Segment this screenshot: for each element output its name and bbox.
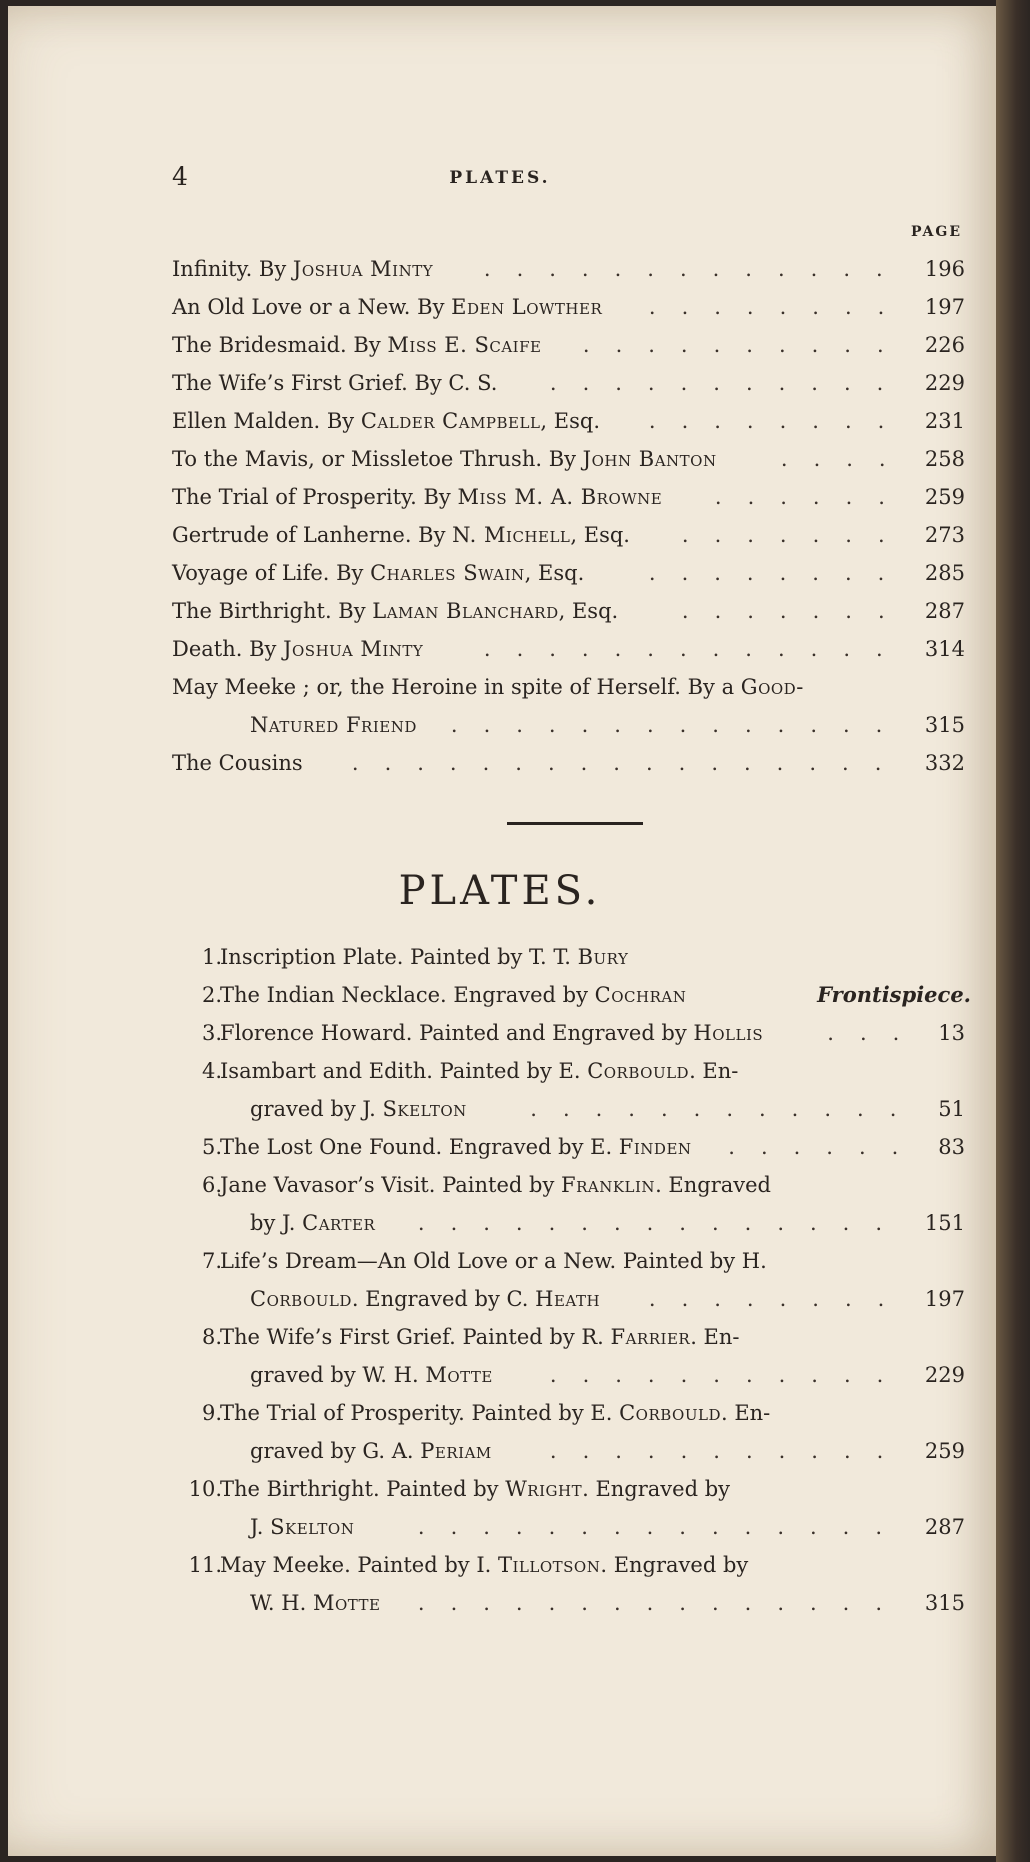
entry-page: 231 <box>924 409 965 433</box>
entry-page: 229 <box>924 371 965 395</box>
entry-author: Miss M. A. Browne <box>457 485 663 509</box>
section-divider <box>507 822 643 825</box>
entry-author: Miss E. Scaife <box>387 333 542 357</box>
plate-number: 10. <box>188 1477 222 1501</box>
plate-caption: Jane Vavasor’s Visit. Painted by <box>220 1173 562 1197</box>
plate-caption-tail: . Engraved by C. <box>351 1287 536 1311</box>
plate-row <box>172 1090 965 1128</box>
leader-dots: .... <box>780 447 912 471</box>
plate-row <box>172 938 965 976</box>
contents-entry <box>172 288 602 326</box>
running-title: PLATES. <box>449 168 551 188</box>
plate-row <box>172 1470 965 1508</box>
leader-dots: ........... <box>549 1439 910 1463</box>
page-column-label: PAGE <box>911 224 962 240</box>
plate-text <box>250 1508 354 1546</box>
leader-dots: ............ <box>530 1097 923 1121</box>
plate-caption-tail: . Engraved <box>655 1173 772 1197</box>
plate-text <box>220 1546 748 1584</box>
plate-page: 229 <box>924 1363 965 1387</box>
contents-entry <box>172 478 662 516</box>
leader-dots: ............... <box>417 1591 909 1615</box>
book-spine-shadow <box>996 0 1030 1862</box>
plate-text <box>220 1470 730 1508</box>
plate-page: 197 <box>924 1287 965 1311</box>
contents-row <box>172 516 965 554</box>
plate-page: 259 <box>924 1439 965 1463</box>
contents-row <box>172 402 965 440</box>
plate-number: 2. <box>201 983 222 1007</box>
plate-artist: Carter <box>302 1211 376 1235</box>
plate-text <box>220 1394 770 1432</box>
entry-suffix: , Esq. <box>570 523 630 547</box>
plate-artist: Periam <box>420 1439 492 1463</box>
plate-row <box>172 1584 965 1622</box>
entry-page: 197 <box>924 295 965 319</box>
plate-text <box>220 1014 763 1052</box>
plate-caption: W. H. <box>250 1591 313 1615</box>
contents-row <box>172 744 965 782</box>
entry-title: Ellen Malden. By <box>172 409 361 433</box>
plate-caption: graved by G. A. <box>250 1439 421 1463</box>
plate-caption: Florence Howard. Painted and Engraved by <box>220 1021 694 1045</box>
contents-entry <box>172 402 600 440</box>
entry-author: Calder Campbell <box>360 409 541 433</box>
contents-row <box>172 630 965 668</box>
entry-suffix: , Esq. <box>524 561 585 585</box>
plate-caption-tail: . En- <box>690 1325 740 1349</box>
leader-dots: ............... <box>417 1515 909 1539</box>
entry-title: The Trial of Prosperity. By <box>172 485 458 509</box>
plate-text <box>250 1432 492 1470</box>
plate-caption-tail: . En- <box>689 1059 739 1083</box>
contents-entry <box>172 744 303 782</box>
plate-artist: Finden <box>618 1135 692 1159</box>
leader-dots: ........ <box>648 295 911 319</box>
entry-page: 258 <box>924 447 965 471</box>
plate-row <box>172 1356 965 1394</box>
contents-row <box>172 440 965 478</box>
plate-caption: The Lost One Found. Engraved by E. <box>220 1135 619 1159</box>
entry-page: 314 <box>924 637 965 661</box>
contents-entry <box>172 554 584 592</box>
leader-dots: ....... <box>681 523 911 547</box>
plate-text <box>220 938 628 976</box>
entry-page: 259 <box>924 485 965 509</box>
plate-row <box>172 1166 965 1204</box>
leader-dots: ............... <box>417 1211 909 1235</box>
plate-caption: Life’s Dream—An Old Love or a New. Painted by H. <box>220 1249 767 1273</box>
plate-artist: Tillotson <box>497 1553 601 1577</box>
plate-caption: graved by J. <box>250 1097 383 1121</box>
plate-text <box>220 1242 767 1280</box>
plate-row <box>172 1242 965 1280</box>
plate-text <box>250 1204 375 1242</box>
plate-text <box>220 976 686 1014</box>
plates-heading: PLATES. <box>398 868 602 914</box>
leader-dots: ........ <box>648 409 911 433</box>
plate-artist: Corbould <box>587 1059 690 1083</box>
plate-row <box>172 1508 965 1546</box>
plate-artist: Motte <box>312 1591 381 1615</box>
entry-page: 285 <box>924 561 965 585</box>
plate-text <box>220 1318 740 1356</box>
plate-caption: The Wife’s First Grief. Painted by R. <box>220 1325 611 1349</box>
plate-row <box>172 1014 965 1052</box>
entry-suffix: , Esq. <box>540 409 600 433</box>
leader-dots: ....... <box>681 599 911 623</box>
plate-artist: Bury <box>577 945 629 969</box>
plate-page: 151 <box>924 1211 965 1235</box>
plate-engraver: Heath <box>535 1287 601 1311</box>
contents-entry <box>172 592 618 630</box>
entry-author: John Banton <box>582 447 717 471</box>
plate-artist: Corbould <box>619 1401 721 1425</box>
entry-title: Infinity. By <box>172 257 293 281</box>
plate-number: 11. <box>188 1553 222 1577</box>
plate-text <box>250 1280 600 1318</box>
entry-suffix: , Esq. <box>558 599 619 623</box>
plate-row <box>172 976 971 1014</box>
leader-dots: ...... <box>714 485 911 509</box>
contents-entry <box>172 250 433 288</box>
plate-page: Frontispiece. <box>817 982 971 1007</box>
leader-dots: ........ <box>648 561 911 585</box>
entry-title: An Old Love or a New. By <box>172 295 452 319</box>
contents-row <box>172 592 965 630</box>
plate-row <box>172 1546 965 1584</box>
leader-dots: ........... <box>549 371 910 395</box>
plate-artist: Hollis <box>693 1021 764 1045</box>
plate-number: 9. <box>201 1401 222 1425</box>
running-head <box>0 162 1030 198</box>
plates-list <box>172 938 971 1622</box>
entry-page: 332 <box>924 751 965 775</box>
entry-page: 315 <box>924 713 965 737</box>
entry-title: Death. By <box>172 637 284 661</box>
leader-dots: ................. <box>351 751 908 775</box>
plate-page: 315 <box>924 1591 965 1615</box>
plate-row <box>172 1128 965 1166</box>
plate-caption-tail: . Engraved by <box>600 1553 749 1577</box>
plate-number: 8. <box>201 1325 222 1349</box>
entry-title: To the Mavis, or Missletoe Thrush. By <box>172 447 583 471</box>
entry-title: The Bridesmaid. By <box>172 333 388 357</box>
plate-page: 13 <box>938 1021 965 1045</box>
plate-artist: Skelton <box>270 1515 355 1539</box>
leader-dots: ............. <box>483 257 909 281</box>
contents-row <box>172 250 965 288</box>
plate-caption: graved by W. H. <box>250 1363 426 1387</box>
entry-author: N. Michell <box>452 523 571 547</box>
entry-title: The Birthright. By <box>172 599 373 623</box>
contents-row <box>172 288 965 326</box>
leader-dots: ........ <box>648 1287 911 1311</box>
plate-artist: Cochran <box>594 983 687 1007</box>
entry-title: Gertrude of Lanherne. By <box>172 523 453 547</box>
plate-caption-tail: . Engraved by <box>582 1477 731 1501</box>
contents-entry <box>172 326 541 364</box>
entry-title: The Wife’s First Grief. By C. S. <box>172 371 498 395</box>
plate-page: 287 <box>924 1515 965 1539</box>
contents-entry <box>172 630 423 668</box>
entry-author: Charles Swain <box>370 561 525 585</box>
entry-title: Voyage of Life. By <box>172 561 371 585</box>
plate-row <box>172 1318 965 1356</box>
plate-row <box>172 1204 965 1242</box>
plate-artist: Corbould <box>250 1287 352 1311</box>
contents-entry <box>172 668 804 706</box>
entry-author: Laman Blanchard <box>372 599 559 623</box>
contents-list <box>172 250 965 782</box>
plate-number: 4. <box>201 1059 222 1083</box>
plate-number: 1. <box>201 945 222 969</box>
plate-text <box>220 1128 692 1166</box>
plate-number: 7. <box>201 1249 222 1273</box>
plate-text <box>220 1052 738 1090</box>
leader-dots: ... <box>827 1021 926 1045</box>
contents-entry <box>172 516 630 554</box>
entry-page: 226 <box>924 333 965 357</box>
contents-entry <box>172 364 497 402</box>
plate-row <box>172 1394 965 1432</box>
plate-text <box>220 1166 771 1204</box>
plate-text <box>250 1090 467 1128</box>
plate-row <box>172 1052 965 1090</box>
leader-dots: ............. <box>483 637 909 661</box>
contents-row <box>172 668 965 706</box>
plate-caption: J. <box>250 1515 271 1539</box>
contents-entry <box>172 440 717 478</box>
plate-number: 6. <box>201 1173 222 1197</box>
contents-row <box>172 326 965 364</box>
entry-author: Joshua Minty <box>283 637 424 661</box>
plate-row <box>172 1432 965 1470</box>
plate-caption: Isambart and Edith. Painted by E. <box>220 1059 588 1083</box>
contents-row <box>172 364 965 402</box>
contents-row <box>172 554 965 592</box>
plate-page: 51 <box>938 1097 965 1121</box>
plate-number: 3. <box>201 1021 222 1045</box>
plate-number: 5. <box>201 1135 222 1159</box>
entry-title: May Meeke ; or, the Heroine in spite of Herself. By a <box>172 675 741 699</box>
contents-row <box>172 706 965 744</box>
plate-caption: The Trial of Prosperity. Painted by E. <box>220 1401 620 1425</box>
plate-caption-tail: . En- <box>720 1401 771 1425</box>
entry-page: 273 <box>924 523 965 547</box>
plate-caption: The Birthright. Painted by <box>220 1477 506 1501</box>
plate-caption: The Indian Necklace. Engraved by <box>220 983 595 1007</box>
plate-text <box>250 1356 493 1394</box>
leader-dots: .......... <box>582 333 910 357</box>
plate-page: 83 <box>938 1135 965 1159</box>
leader-dots: ........... <box>549 1363 910 1387</box>
leader-dots: .............. <box>450 713 909 737</box>
plate-caption: by J. <box>250 1211 303 1235</box>
leader-dots: ...... <box>728 1135 925 1159</box>
entry-author: Good- <box>740 675 804 699</box>
entry-author: Joshua Minty <box>292 257 434 281</box>
entry-author: Eden Lowther <box>451 295 603 319</box>
plate-caption: May Meeke. Painted by I. <box>220 1553 498 1577</box>
entry-title: The Cousins <box>172 751 303 775</box>
plate-artist: Skelton <box>382 1097 467 1121</box>
entry-author: Natured Friend <box>250 713 417 737</box>
contents-row <box>172 478 965 516</box>
plate-caption: Inscription Plate. Painted by T. T. <box>220 945 578 969</box>
plate-row <box>172 1280 965 1318</box>
entry-page: 196 <box>924 257 965 281</box>
entry-page: 287 <box>924 599 965 623</box>
contents-entry <box>250 706 417 744</box>
plate-artist: Farrier <box>610 1325 691 1349</box>
plate-artist: Motte <box>425 1363 493 1387</box>
plate-artist: Franklin <box>561 1173 656 1197</box>
page-number: 4 <box>172 162 188 191</box>
plate-text <box>250 1584 380 1622</box>
plate-artist: Wright <box>505 1477 583 1501</box>
